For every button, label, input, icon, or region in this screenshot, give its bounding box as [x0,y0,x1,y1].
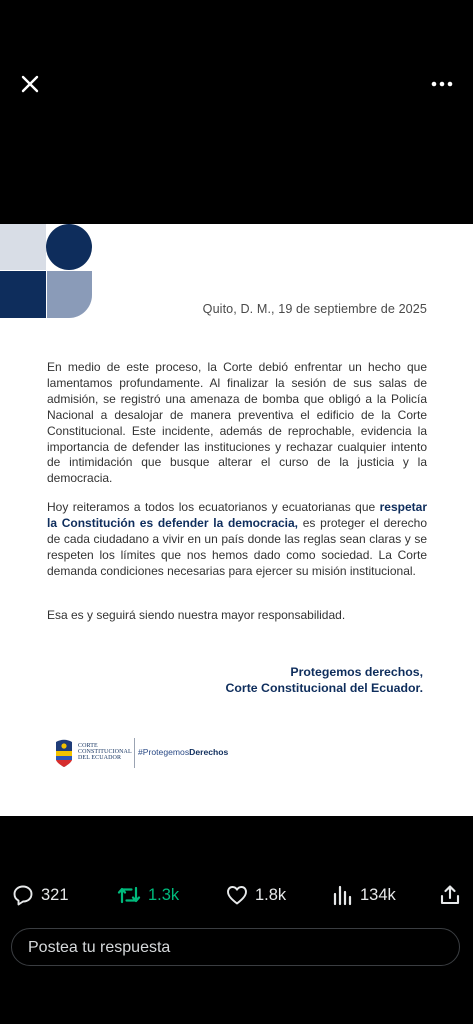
reply-button[interactable] [11,876,69,914]
comment-icon [11,883,35,907]
views-button[interactable] [332,876,396,914]
share-button[interactable] [438,876,462,914]
signature-line-1: Protegemos derechos, [290,665,423,679]
hashtag [138,747,228,757]
hashtag-prefix: #Protegemos [138,747,190,757]
reply-composer[interactable] [11,928,460,966]
like-button[interactable] [225,876,286,914]
court-logo-text [78,743,132,762]
paragraph-2-intro: Hoy reiteramos a todos los ecuatorianos y ecuatorianas que [47,500,380,514]
paragraph-2-emphasis: respetar la Constitución es defender la democracia, [47,500,427,530]
brand-geometric-logo [0,224,94,318]
views-chart-icon [332,883,354,907]
post-actions-bar [0,876,473,914]
more-options-button[interactable] [430,74,454,94]
heart-icon [225,883,249,907]
top-bar [0,0,473,170]
share-icon [438,883,462,907]
logo-line-3: DEL ECUADOR [78,755,122,762]
close-icon [18,72,42,96]
court-logo [54,736,244,772]
repost-button[interactable] [116,876,179,914]
paragraph-1: En medio de este proceso, la Corte debió enfrentar un hecho que lamentamos profundamente. Al finalizar la sesión de sus salas de admisión, se registró una amenaza de bomba que obligó a la Policía Nacional a desalojar de manera preventiva el edificio de la Corte Constitucional. Este incidente, además de reprochable, evidencia la importancia de defender las instituciones y rechazar cualquier intento de intimidación que busque alterar el curso de la justicia y la democracia. [47,360,427,486]
paragraph-3: Esa es y seguirá siendo nuestra mayor responsabilidad. [47,608,346,622]
reply-count: 321 [41,885,69,904]
close-button[interactable] [18,72,42,96]
more-horizontal-icon [430,74,454,94]
repost-icon [116,883,142,907]
paragraph-2 [47,500,427,580]
ecuador-seal-icon [54,738,74,768]
repost-count: 1.3k [148,885,180,904]
signature-line-2: Corte Constitucional del Ecuador. [225,680,423,695]
logo-divider [134,738,135,768]
signature [226,665,423,696]
letter-date: Quito, D. M., 19 de septiembre de 2025 [202,302,427,316]
reply-input[interactable] [26,929,450,967]
logo-line-1: CORTE [78,743,98,749]
logo-line-2: CONSTITUCIONAL [78,749,132,756]
hashtag-bold: Derechos [189,747,229,757]
like-count: 1.8k [255,885,287,904]
views-count: 134k [360,885,396,904]
paragraph-2-rest: es proteger el derecho de cada ciudadano a vivir en un país donde las reglas sean claras y se respeten los límites que nos hemos dado como sociedad. La Corte demanda condiciones necesarias para ejercer su misión institucional. [47,515,427,578]
media-image-letter[interactable] [0,224,473,816]
